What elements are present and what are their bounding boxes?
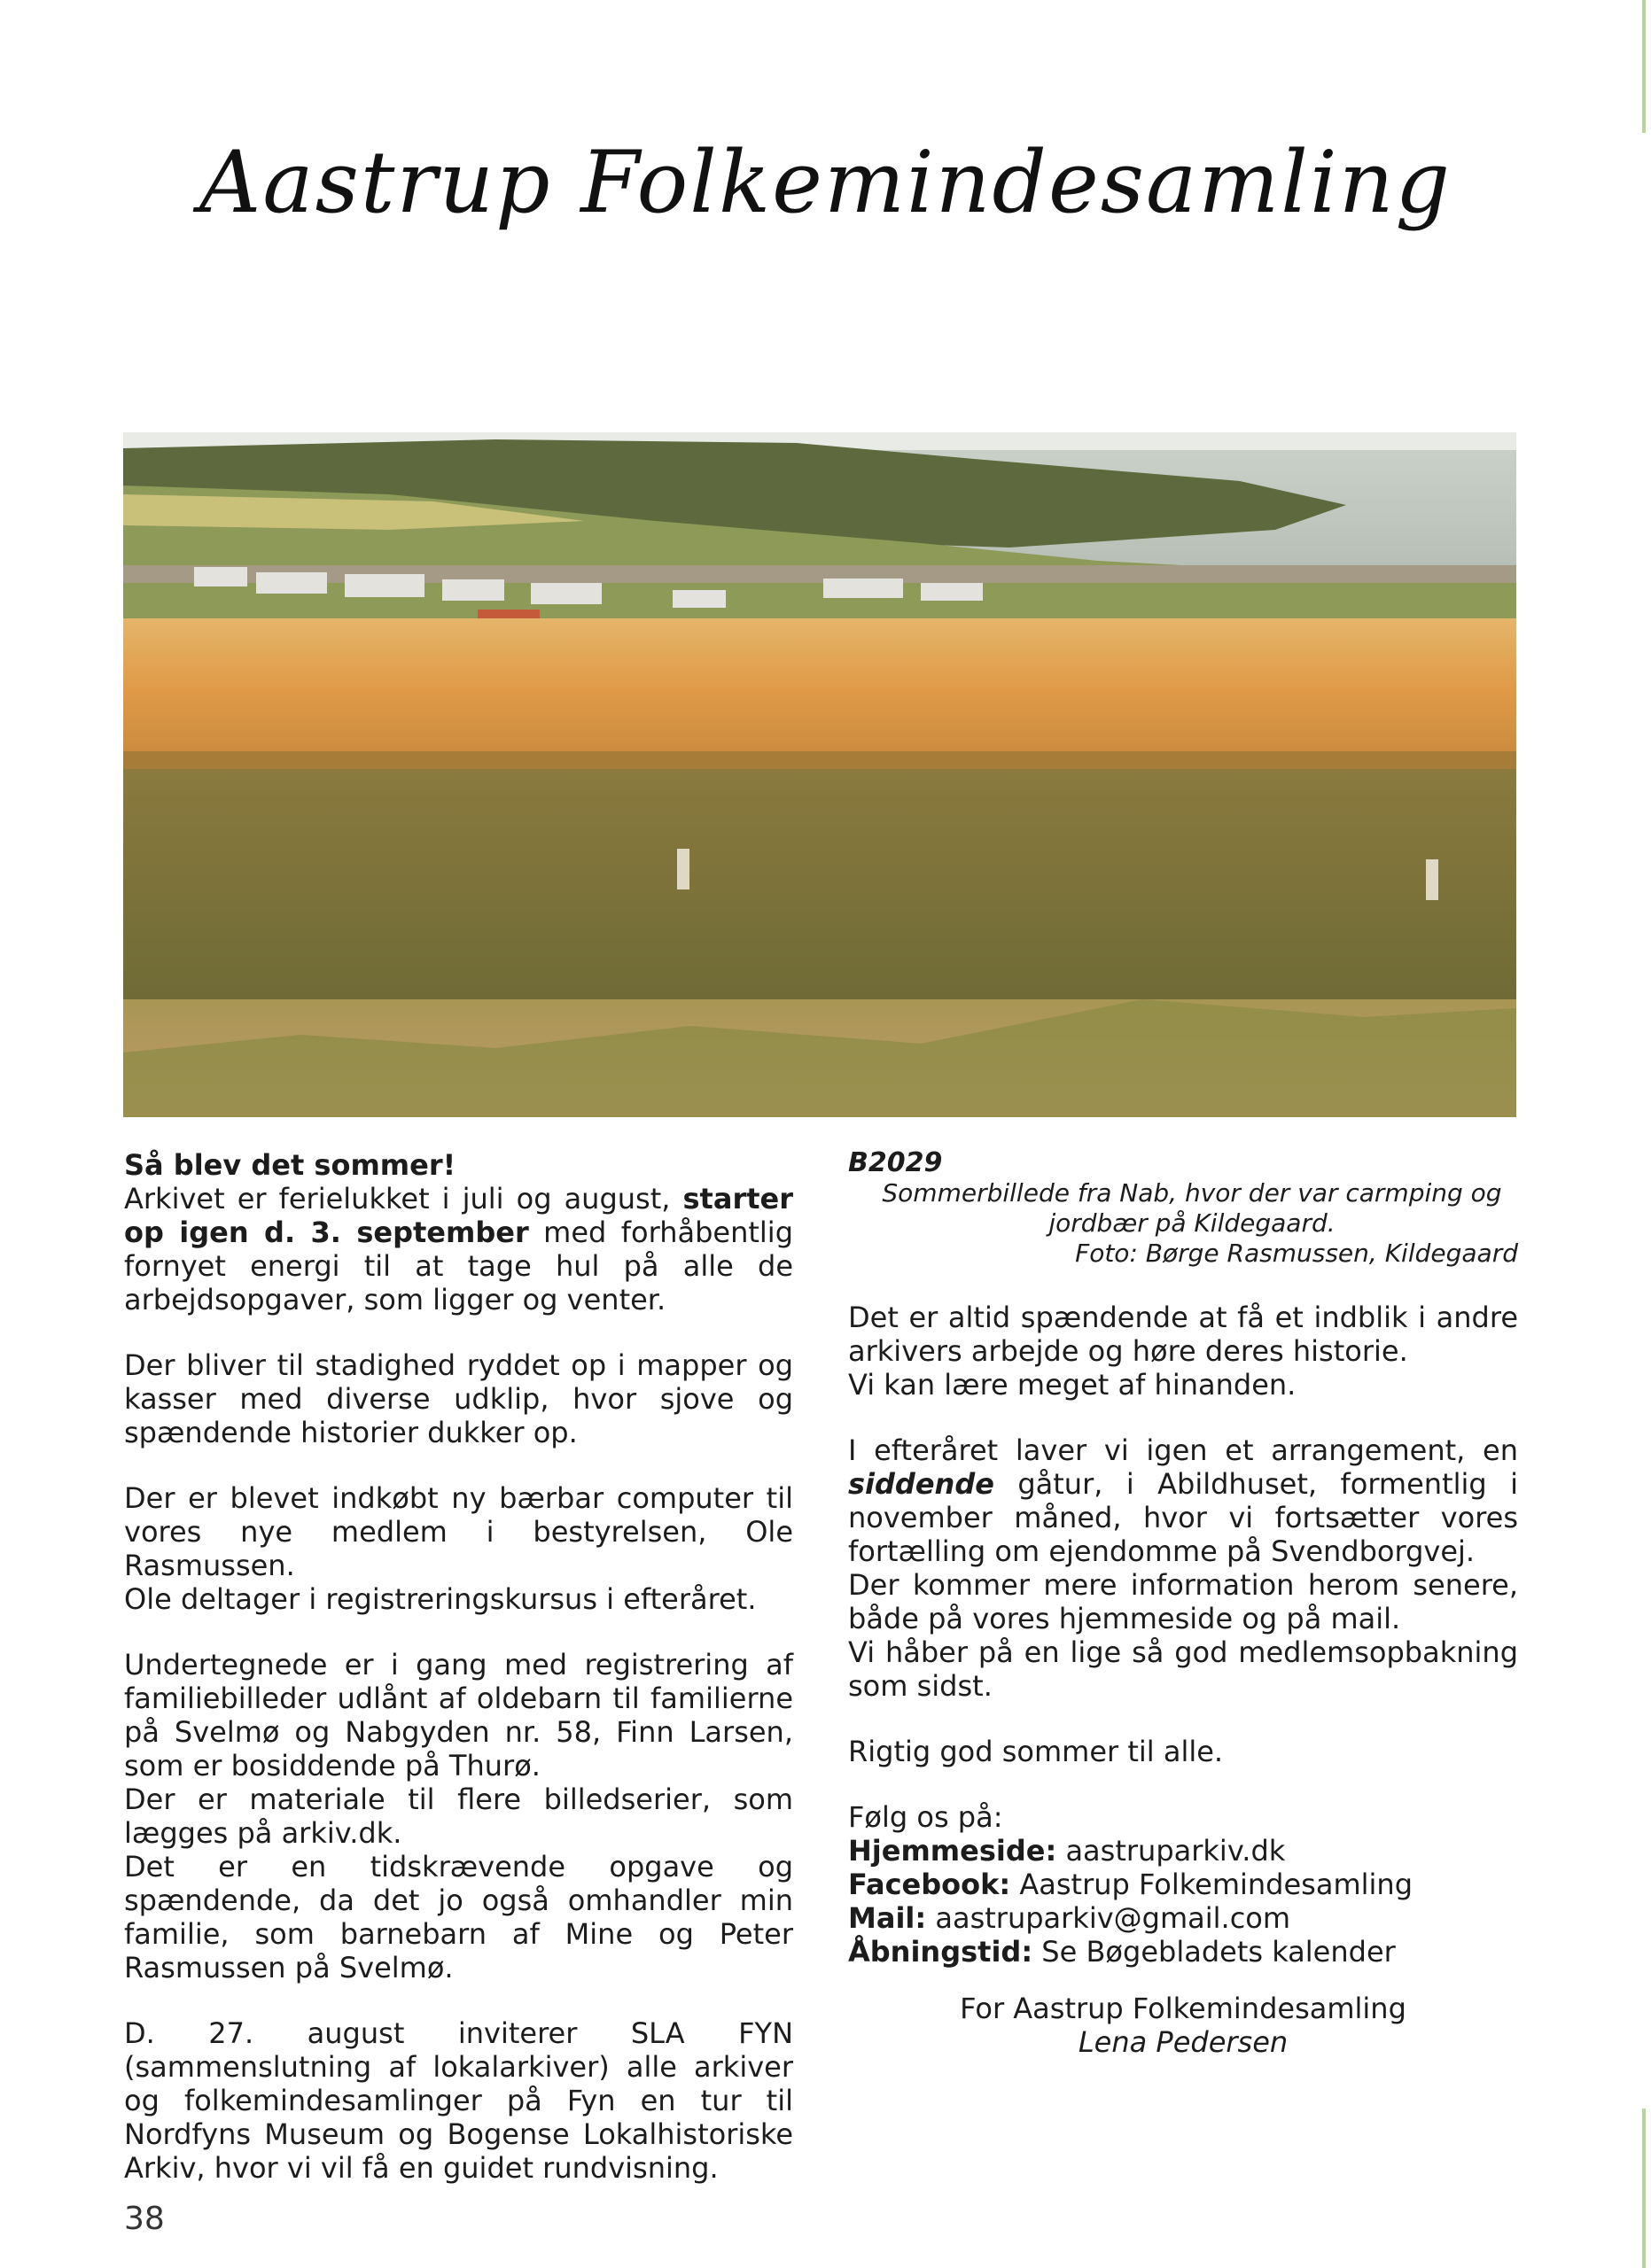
mail-label: Mail: [848, 1901, 927, 1935]
right-column [848, 1148, 1518, 2059]
photo-code: B2029 [848, 1147, 943, 1178]
text: I efteråret laver vi igen et arrangement, en [848, 1433, 1518, 1467]
photo-caption [848, 1148, 1518, 1269]
page-title: Aastrup Folkemindesamling [199, 133, 1452, 232]
paragraph: Rigtig god sommer til alle. [848, 1735, 1224, 1768]
hours-label: Åbningstid: [848, 1935, 1033, 1969]
contact-block [848, 1800, 1518, 1969]
paragraph: Der bliver til stadighed ryddet op i mapper og kasser med diverse udklip, hvor sjove og spændende historier dukker op. [124, 1348, 793, 1449]
signoff-line: For Aastrup Folkemindesamling [960, 1992, 1406, 2025]
paragraph [124, 1648, 793, 1984]
left-column [124, 1148, 793, 2217]
homepage-line [848, 1834, 1518, 1868]
signoff-name: Lena Pedersen [1078, 2025, 1289, 2059]
landscape-photo-icon [123, 432, 1516, 1117]
text: Ole deltager i registreringskursus i efteråret. [124, 1582, 757, 1616]
mail-line [848, 1901, 1518, 1935]
text: Der er blevet indkøbt ny bærbar computer til vores nye medlem i bestyrelsen, Ole Rasmussen. [124, 1481, 793, 1582]
text: gåtur, i Abildhuset, formentlig i november måned, hvor vi fortsætter vores fortælling om ejendomme på Svendborgvej. [848, 1467, 1518, 1568]
facebook-link[interactable]: Aastrup Folkemindesamling [1010, 1868, 1413, 1901]
summer-intro [124, 1148, 793, 1317]
page-number: 38 [124, 2201, 165, 2237]
text: med forhåbentlig fornyet energi til at tage hul på alle de arbejdsopgaver, som ligger og venter. [124, 1216, 793, 1317]
mail-link[interactable]: aastruparkiv@gmail.com [926, 1901, 1291, 1935]
homepage-link[interactable]: aastruparkiv.dk [1056, 1834, 1286, 1868]
text: Vi håber på en lige så god medlemsopbakning som sidst. [848, 1635, 1518, 1703]
hours-line [848, 1935, 1518, 1969]
text: Arkivet er ferielukket i juli og august, [124, 1182, 683, 1216]
signoff [848, 1992, 1518, 2059]
text: Det er en tidskrævende opgave og spændende, da det jo også omhandler min familie, som barnebarn af Mine og Peter Rasmussen på Svelmø. [124, 1850, 793, 1984]
text: Der kommer mere information herom senere, både på vores hjemmeside og på mail. [848, 1568, 1518, 1635]
homepage-label: Hjemmeside: [848, 1834, 1057, 1868]
photo-credit: Foto: Børge Rasmussen, Kildegaard [1075, 1239, 1518, 1268]
follow-label: Følg os på: [848, 1800, 1003, 1834]
hours-value: Se Bøgebladets kalender [1032, 1935, 1396, 1969]
margin-rule-top [1642, 0, 1646, 133]
section-heading: Så blev det sommer! [124, 1148, 456, 1182]
text: Det er altid spændende at få et indblik i andre arkivers arbejde og høre deres historie. [848, 1301, 1518, 1368]
facebook-label: Facebook: [848, 1868, 1011, 1901]
landscape-photo [123, 432, 1516, 1117]
paragraph [848, 1301, 1518, 1402]
text: Vi kan lære meget af hinanden. [848, 1368, 1297, 1402]
paragraph [124, 1481, 793, 1616]
text: Undertegnede er i gang med registrering af familiebilleder udlånt af oldebarn til familierne på Svelmø og Nabgyden nr. 58, Finn Larsen, som er bosiddende på Thurø. [124, 1648, 793, 1783]
margin-rule-bottom [1642, 2109, 1646, 2268]
text-strong: starter op igen d. 3. september [124, 1182, 793, 1249]
paragraph [848, 1433, 1518, 1703]
facebook-line [848, 1868, 1518, 1901]
caption-text: Sommerbillede fra Nab, hvor der var carmping og jordbær på Kildegaard. [882, 1178, 1502, 1238]
paragraph: D. 27. august inviterer SLA FYN (sammenslutning af lokalarkiver) alle arkiver og folkemindesamlinger på Fyn en tur til Nordfyns Museum og Bogense Lokalhistoriske Arkiv, hvor vi vil få en guidet rundvisning. [124, 2016, 793, 2185]
text: Der er materiale til flere billedserier, som lægges på arkiv.dk. [124, 1783, 793, 1850]
text-strong: siddende [848, 1467, 994, 1501]
